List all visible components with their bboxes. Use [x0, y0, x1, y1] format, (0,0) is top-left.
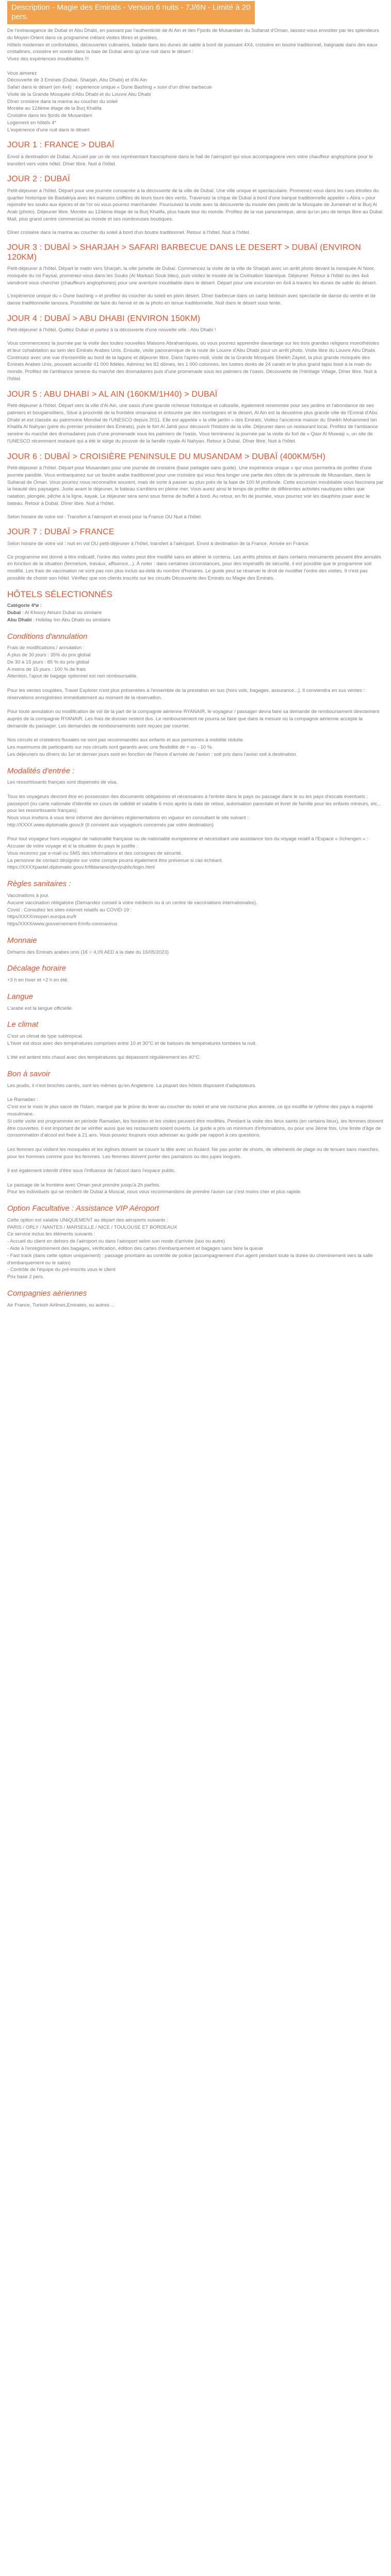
hotel-item: Dubaï : Al Khoory Atrium Dubaï ou similaire	[7, 610, 102, 616]
intro-line: Vivez des expériences inoubliables !!!	[7, 56, 89, 62]
day-paragraph: Vous commencerez la journée par la visite des toutes nouvelles Maisons Abrahamiques, où vous pourrez apprendre davantage sur les trois grandes religions monothéistes et leur cohabitation au sein des Emirats Arabes Unis. Ensuite, visite panoramique de la route de Louvre d'Abu Dhabi pour un arrêt photo. Visite libre du Louvre Abu Dhabi. Continuez avec une vue d'ensemble au bord de la lagune et déjeuner libre. Dans l'après-midi, visite de la Grande Mosquée Sheikh Zayed, la plus grande mosquée des Emirats Arabes Unis, pouvant accueillir 41 000 fidèles. Admirez les 82 dômes, les 1 000 colonnes, les lustres dorés de 24 carats et le plus grand tapis tissé à la main du monde. Profitez de l'ambiance sereine du marché des dromadaires puis d'une promenade sous les palmiers de l'oasis. Découverte de l'Héritage Village. Dîner libre. Nuit à l'hôtel.	[7, 341, 379, 382]
info-line: PARIS / ORLY / NANTES / MARSEILLE / NICE / TOULOUSE ET BORDEAUX	[7, 1224, 177, 1230]
day-paragraph: Petit-déjeuner à l'hôtel. Départ pour une journée consacrée à la découverte de la ville de Dubaï. Une ville unique et spectaculaire. Promenez-vous dans les rues étroites du quartier historique de Bastakiya avec les maisons coiffées de leurs tours des vents. Traversez la crique de Dubaï à bord d'une barque traditionnelle appelée « Abra » pour rejoindre les souks aux épices et de l'or où vous pourrez marchander. Poursuivez la visite avec la découverte du musée des pieds de la Mosquée de Jumeirah et le Burj Al Arab (photo). Déjeuner libre. Montée au 124ème étage de la Burj Khalifa, plus haute tour du monde. Profitez de la vue panoramique, ainsi qu'un peu de temps libre au Dubaï Mall, plus grand centre commercial au monde et ses nombreuses boutiques.	[7, 188, 383, 222]
info-spacer	[7, 730, 384, 737]
intro-line: Découverte de 3 Emirats (Dubaï, Sharjah, Abu Dhabi) et d'Al Ain	[7, 77, 147, 83]
info-line: +3 h en hiver et +2 h en été.	[7, 977, 69, 984]
info-line: https://XXXXpastel.diplomatie.gouv.fr/fildariane/dyn/public/login.html	[7, 865, 155, 871]
info-section-body	[7, 779, 384, 871]
intro-highlights-heading: Vous aimerez	[7, 70, 37, 76]
info-line: Prix base 2 pers.	[7, 1274, 44, 1280]
info-line: - Fast track (dans cette option uniquement) : passage prioritaire au contrôle de police (accompagnement d'un agent pendant toute la durée du cheminement vers la salle d'embarquement ou le salon)	[7, 1252, 373, 1266]
hotel-category: Catégorie 4*ø :	[7, 603, 42, 609]
info-spacer	[7, 1175, 384, 1182]
hotels-section	[7, 589, 384, 624]
info-line: Dirhams des Emirats arabes unis (1€ = 4,09 AED à la date du 16/05/2023)	[7, 949, 169, 955]
info-spacer	[7, 1047, 384, 1055]
day-title: JOUR 6 : DUBAÏ > CROISIÈRE PENINSULE DU MUSANDAM > DUBAÏ (400KM/5H)	[7, 452, 326, 461]
info-line: - Accueil du client en dehors de l'aéroport ou dans l'aéroport selon son mode d'arrivée (taxi ou autre)	[7, 1239, 225, 1245]
info-line: C'est un climat de type subtropical.	[7, 1033, 84, 1040]
info-line: Ce service inclus les éléments suivants :	[7, 1231, 95, 1238]
info-section-title: Bon à savoir	[7, 1070, 51, 1079]
info-section-title: Langue	[7, 992, 34, 1001]
info-section	[7, 1019, 384, 1061]
info-line: Le Ramadan :	[7, 1097, 38, 1103]
info-line: Les ressortissants français sont dispensés de visa.	[7, 779, 118, 786]
info-line: La personne de contact désignée sur votre compte pourra également être prévenue si cas échéant.	[7, 857, 223, 863]
info-section-title: Conditions d'annulation	[7, 632, 88, 641]
info-spacer	[7, 1160, 384, 1167]
info-spacer	[7, 701, 384, 708]
info-line: Cette option est valable UNIQUEMENT au départ des aéroports suivants :	[7, 1217, 168, 1223]
info-line: Si cette visite est programmée en période Ramadan, les horaires et les visites peuvent être modifiés. Pendant la visite des lieux saints (en certains lieux), les femmes doivent être couvertes. Il est important de se vérifier aussi que les restaurants soient ouverts. Le guide a pris un minimum d'informations, ou pour une 3ème fois. Une limite d'âge de consommation d'alcool est fixée à 21 ans. Vous pouvez toujours vous adresser au guide par rapport à ces questions.	[7, 1118, 383, 1139]
info-section-title: Monnaie	[7, 936, 37, 945]
info-section-body	[7, 1302, 384, 1309]
day-title: JOUR 1 : FRANCE > DUBAÏ	[7, 141, 115, 150]
day-paragraph: Selon horaire de votre vol : Transfert à l'aéroport et envol pour la France OU Nuit à l'hôtel.	[7, 514, 202, 520]
info-section-body	[7, 892, 384, 928]
info-line: Nos circuits et croisières fluviales ne sont pas recommandés aux enfants et aux personnes à mobilité réduite.	[7, 737, 245, 743]
info-line: De 30 à 15 jours : 85 % du prix global	[7, 659, 89, 665]
info-line: Aucune vaccination obligatoire (Demandez conseil à votre médecin ou à un centre de vaccinations internationales).	[7, 900, 257, 906]
day-title: JOUR 3 : DUBAÏ > SHARJAH > SAFARI BARBECUE DANS LE DESERT > DUBAÏ (ENVIRON 120KM)	[7, 243, 361, 262]
info-section-body	[7, 1033, 384, 1061]
intro-line: Visite de la Grande Mosquée d'Abu Dhabi et du Louvre Abu Dhabi	[7, 91, 151, 97]
info-line: http://XXXX.www.diplomatie.gouv.fr (Il convient aux voyageurs concernés par votre destination)	[7, 822, 214, 828]
intro-spacer	[7, 63, 384, 70]
info-spacer	[7, 1139, 384, 1146]
day-2	[7, 175, 384, 236]
info-section-title: Règles sanitaires :	[7, 879, 71, 889]
intro-line: Montée au 124ème étage de la Burj Khalifa	[7, 106, 102, 112]
info-spacer	[7, 829, 384, 836]
info-section	[7, 991, 384, 1012]
info-section	[7, 878, 384, 928]
day-paragraph: Petit-déjeuner à l'hôtel. Quittez Dubaï et partez à la découverte d'une nouvelle ville : Abu Dhabi !	[7, 327, 216, 333]
info-line: A plus de 30 jours : 35% du prix global	[7, 652, 91, 658]
info-line: Pour les individuels qui se rendent de Dubaï à Muscat, nous vous recommandons de prendre l'avion car c'est moins cher et plus rapide.	[7, 1189, 302, 1195]
info-line: Tous les voyageurs devront être en possession des documents obligatoires et nécessaires à l'entrée dans le pays ou passage dans le ou les pays d'escale éventuels : passeport (ou carte nationale d'identité en cours de validité et valable 6 mois après la date de retour, autorisation parentale et livret de famille pour les enfants mineurs, etc... pour les ressortissants français).	[7, 793, 382, 814]
day-title: JOUR 5 : ABU DHABI > AL AIN (160KM/1H40) > DUBAÏ	[7, 389, 218, 399]
info-section	[7, 963, 384, 984]
info-section	[7, 1069, 384, 1196]
info-line: A moins de 15 jours : 100 % de frais	[7, 666, 86, 672]
intro-line: De l'extravagance de Dubaï et Abu Dhabi, en passant par l'authenticité de Al Ain et des Fjords de Musandam du Sultanat d'Oman, laissez-vous envoûter par les splendeurs du Moyen-Orient dans ce programme mêlant visites libres et guidées.	[7, 28, 380, 41]
info-line: Frais de modifications / annulation :	[7, 645, 85, 651]
day-1	[7, 141, 384, 167]
info-section-title: Modalités d'entrée :	[7, 766, 75, 775]
info-section	[7, 1203, 384, 1281]
info-line: L'arabe est la langue officielle.	[7, 1005, 73, 1011]
day-4	[7, 314, 384, 383]
day-5	[7, 390, 384, 445]
hotels-list	[7, 602, 384, 623]
info-line: Nous vous invitons à vous tenir informé des dernières réglementations en vigueur en consultant le site suivant :	[7, 815, 249, 821]
info-line: L'hiver est doux avec des températures comprises entre 10 et 30°C et de baisses de températures tombées la nuit.	[7, 1040, 257, 1046]
day-title: JOUR 4 : DUBAÏ > ABU DHABI (ENVIRON 150KM)	[7, 314, 201, 323]
info-line: Pour tout voyageur hors voyageur de nationalité française ou de nationalité européenne et nécessitant une assistance lors du voyage relatif à l'Espace « Schengen » :	[7, 836, 368, 842]
info-line: - Aide à l'enregistrement des bagages, vérification, édition des cartes d'embarquement et bagages sans faire la queue	[7, 1246, 263, 1251]
info-line: Il est également interdit d'être sous l'influence de l'alcool dans l'espace public.	[7, 1168, 176, 1174]
day-7	[7, 528, 384, 582]
info-section	[7, 1288, 384, 1309]
info-line: Les femmes qui visitent les mosquées et les églises doivent se couvrir la tête avec un foulard. Ne pas porter de shorts, de vêtements de plage ou de tenues sans manches, pour les hommes comme pour les femmes. Les femmes doivent porter des pantalons ou des jupes longues.	[7, 1146, 380, 1160]
info-line: Pour les ventes couplées, Travel Explorer n'est plus présentées à l'ensemble de la prestation en sus (hors vols, bagages, assurance...). Il conviendra en sus ventes : réservations enregistrées immédiatement au moment de la réservation.	[7, 687, 365, 701]
info-spacer	[7, 1090, 384, 1097]
info-line: https/XXXX/www.gouvernement.fr/info-coronavirus	[7, 921, 118, 927]
info-spacer	[7, 680, 384, 687]
info-line: Les déjeuners ou dîners du 1er et dernier jours sont en fonction de l'heure d'arrivée de l'avion : soit pris dans l'avion soit à destination.	[7, 751, 298, 757]
info-line: Pour toute annulation ou modification de vol de la part de la compagnie aérienne RYANAIR, le voyageur / passager devra faire sa demande de remboursement directement auprès de la compagnie RYANAIR. Les frais de dossier restent dus. Le remboursement ne pourra se faire que dans la mesure où la compagnie aérienne accepte la demande du passager. Les demandes de remboursements sont reçues par courrier.	[7, 709, 380, 729]
info-section-title: Décalage horaire	[7, 964, 67, 973]
info-line: Les jeudis, il n'est brochés carrés, sont les mêmes qu'en Angleterre. La plupart des hôtels disposent d'adaptateurs.	[7, 1082, 256, 1089]
info-section-title: Option Facultative : Assistance VIP Aéroport	[7, 1204, 159, 1213]
hotels-title: HÔTELS SÉLECTIONNÉS	[7, 589, 113, 599]
info-section-body	[7, 977, 384, 984]
info-sections	[7, 631, 384, 1309]
day-paragraph: Petit-déjeuner à l'hôtel. Départ pour Musandam pour une journée de croisière (base partagée sans guide). Une expérience unique « qui vous permettra de profiter d'une journée paisible. Vous embarquerez sur un boutre arabe traditionnel pour une croisière qui vous fera longer une partie des côtes de la péninsule de Musandam, dans le Sultanat de Oman. Vous pourrez nous reconnaître souvent, mais de sorte à passer au plus près de la baie de 100 M profonde. Cette excursion inoubliable vous fascinera par la beauté des paysages. Juste avant le déjeuner, le bateau s'arrêtera en pleine mer. Vous aurez ainsi le temps de profiter de différentes activités nautiques telles que natation, plongée, pêche à la ligne, kayak. Le déjeuner sera servi sous forme de buffet à bord. Au retour, en fin de journée, vous pourrez voir les dauphins jouer avec le bateau. Retour à Dubaï. Dîner libre. Nuit à l'hôtel.	[7, 465, 384, 506]
info-line: Le passage de la frontière avec Oman peut prendre jusqu'à 2h parfois.	[7, 1182, 161, 1188]
day-paragraph: Dîner croisière dans la marina au coucher du soleil à bord d'un boutre traditionnel. Retour à l'hôtel. Nuit à l'hôtel.	[7, 229, 251, 235]
info-line: Air France, Turkish Airlines,Emirates, ou autres ...	[7, 1302, 115, 1308]
info-line: Vous recevrez par e-mail ou SMS des informations et des consignes de sécurité.	[7, 850, 183, 856]
info-section	[7, 935, 384, 956]
day-paragraph: Ce programme est donné à titre indicatif, l'ordre des visites peut être modifié sans en altérer le contenu. Les arrêts photos et dans certains monuments peuvent être annulés en fonction de la situation (fermeture, travaux, affluence...). À noter : dans certaines circonstances, pour des impératifs de sécurité, il est possible que le programme soit modifié. Les frais de vaccination ne sont pas non plus inclus au-delà du nombre d'horaires. Le guide peut se réserver le droit de modifier l'ordre des visites. Il n'est pas possible de choisir son hôtel. Vérifiez que vos clients inscrits sur les circuits Découverte des Emirats ou Magie des Emirats.	[7, 554, 381, 581]
hotel-name: Al Khoory Atrium Dubaï ou similaire	[24, 610, 102, 616]
info-section-body	[7, 645, 384, 758]
info-line: Les maximums de participants sur nos circuits sont garantis avec une flexibilité de + ou - 10 %.	[7, 744, 213, 751]
hotel-name: Holiday Inn Abu Dhabi ou similaire	[36, 617, 111, 623]
day-title: JOUR 7 : DUBAÏ > FRANCE	[7, 528, 115, 537]
info-line: L'été est ardent très chaud avec des températures qui dépassent régulièrement les 40°C.	[7, 1055, 201, 1061]
intro-line: Logement en hôtels 4*	[7, 120, 57, 126]
info-line: C'est est le mois le plus sacré de l'Islam, marqué par le jeûne du lever au coucher du soleil et une vie nocturne plus animée, ce qui modifie le rythme des pays à majorité musulmane.	[7, 1104, 373, 1117]
program-title-banner	[7, 1, 255, 24]
info-line: Covid : Consultez les sites internet relatifs au COVID-19 :	[7, 907, 132, 913]
info-line: Accuser de votre voyage et si la situation du pays le justifie :	[7, 843, 138, 850]
info-section-body	[7, 949, 384, 956]
info-line: - Contrôle de l'équipe du pré-inscrits vous le client	[7, 1267, 116, 1273]
intro-line: Hôtels modernes et confortables, découvertes culinaires, balade dans les dunes de sable à bord de puissant 4X4, croisière en boutre traditionnel, baignade dans des eaux cristallines, croisière en soirée dans la baie de Dubaï ainsi qu'une nuit dans le désert :	[7, 42, 378, 55]
info-section	[7, 766, 384, 872]
intro-line: L'expérience d'une nuit dans le désert	[7, 127, 90, 133]
day-paragraph: Selon horaire de votre vol : nuit en vol OU petit-déjeuner à l'hôtel, transfert à l'aéroport. Envol à destination de la France. Arrivée en France.	[7, 540, 310, 547]
info-line: Attention, l'ajout de bagage optionnel est non remboursable.	[7, 673, 138, 680]
intro-block	[7, 27, 384, 133]
info-line: https/XXXX/reopen.europa.eu/fr	[7, 914, 77, 920]
hotel-city: Dubaï	[7, 610, 21, 616]
info-section-title: Compagnies aériennes	[7, 1289, 87, 1298]
info-section-title: Le climat	[7, 1020, 39, 1029]
hotel-city: Abu Dhabi	[7, 617, 32, 623]
program-title: Description - Magie des Emirats - Version 6 nuits - 7J/6N - Limité à 20 pers.	[11, 3, 251, 21]
day-paragraph: Petit-déjeuner à l'hôtel. Départ le matin vers Sharjah, la ville jumelle de Dubaï. Commencez la visite de la ville de Sharjah avec un arrêt photo devant la mosquée Al Noor, mosquée du roi Faysal, promenez-vous dans les Souks (Al Markazi Souk bleu), puis visitez le musée de la Civilisation Islamique. Déjeuner. Retour à l'hôtel ou des 4x4 viendront vous chercher (chauffeurs anglophones) pour une aventure inoubliable dans le désert. Départ pour une excursion en 4x4 à travers les dunes de sable du désert.	[7, 266, 377, 286]
intro-line: Safari dans le désert (en 4x4) : expérience unique « Dune Bashing » suivi d'un dîner barbecue	[7, 84, 212, 91]
day-title: JOUR 2 : DUBAÏ	[7, 175, 70, 184]
info-section-body	[7, 1005, 384, 1012]
day-3	[7, 243, 384, 307]
day-paragraph: Envol à destination de Dubaï. Accueil par un de nos représentant francophone dans le hall de l'aéroport qui vous accompagnera vers votre chauffeur anglophone pour le transfert vers votre hôtel. Dîner libre. Nuit à l'hôtel.	[7, 154, 373, 167]
info-section-body	[7, 1217, 384, 1281]
hotel-item: Abu Dhabi : Holiday Inn Abu Dhabi ou similaire	[7, 617, 111, 623]
info-section-body	[7, 1082, 384, 1196]
info-section	[7, 631, 384, 758]
day-6	[7, 452, 384, 521]
day-paragraph: L'expérience unique du « Dune bashing » et profitez du coucher du soleil en plein désert. Dîner barbecue dans un camp bédouin avec spectacle de danse du ventre et de danse traditionnelle tanoura. Possibilité de faire du henné et de la photo en tenue traditionnelle. Nuit dans le désert sous tente.	[7, 293, 376, 307]
intro-line: Dîner croisière dans la marina au coucher du soleil	[7, 98, 118, 105]
info-spacer	[7, 786, 384, 793]
intro-line: Croisière dans les fjords de Musandam	[7, 113, 92, 119]
day-paragraph: Petit-déjeuner à l'hôtel. Départ vers la ville d'Al Ain, une oasis d'une grande richesse historique et culturelle, également renommée pour ses jardins et l'abondance de ses palmiers et bougainvilliers. Situé à proximité de la frontière omanaise et entourée par des montagnes et le désert, Al Ain est la deuxième plus grande ville de l'Emirat d'Abu Dhabi et est classée au patrimoine Mondial de l'UNESCO depuis 2011. Elle est appelée « la ville jardin » des Emirats. Visitez l'ancienne maison du Sheikh Mohammed bin Khalifa Al Nahyan (père du premier président des Emirats), puis le fort Al Jahili pour découvrir l'histoire de la ville. Déjeuner dans un restaurant local. Profitez de l'ambiance sereine du marché des dromadaires puis d'une promenade sous les palmiers de l'oasis. Vous terminerez la journée par la visite du fort de « Qasr Al Muwaiji », un site de l'UNESCO récemment restauré qui a été le siège du pouvoir de la famille royale Al Nahyan. Retour à Dubaï. Dîner libre. Nuit à l'hôtel.	[7, 403, 378, 444]
info-line: Vaccinations à jour.	[7, 893, 50, 899]
